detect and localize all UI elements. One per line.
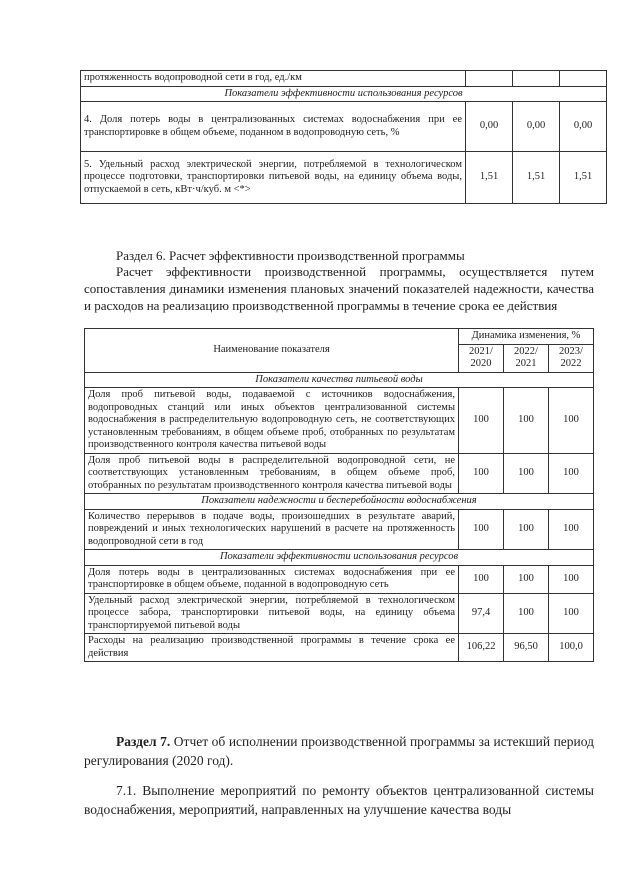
efficiency-calculation-table bbox=[84, 328, 594, 662]
column-header-year: 2021/ 2020 bbox=[459, 344, 504, 372]
table-row-label: Доля проб питьевой воды, подаваемой с источников водоснабжения, водопроводных станций или иных объектов централизованной системы водоснабжения в распределительную водопроводную сеть, не соответствующих установленным требованиям, в общем объеме проб, отобранных по результатам производственного контроля качества питьевой воды bbox=[85, 388, 459, 454]
table-cell: 97,4 bbox=[459, 593, 504, 634]
table-cell: 100 bbox=[459, 453, 504, 494]
table-row-label: Расходы на реализацию производственной программы в течение срока ее действия bbox=[85, 634, 459, 662]
section-7-1-paragraph: 7.1. Выполнение мероприятий по ремонту объектов централизованной системы водоснабжения, мероприятий, направленных на улучшение качества воды bbox=[84, 783, 594, 817]
column-header-year: 2023/ 2022 bbox=[549, 344, 594, 372]
column-header-dynamics: Динамика изменения, % bbox=[459, 329, 594, 345]
table-cell: 1,51 bbox=[560, 152, 607, 204]
table-cell: 100 bbox=[504, 388, 549, 454]
table-cell: 100 bbox=[504, 509, 549, 550]
table-cell: 1,51 bbox=[466, 152, 513, 204]
table-cell: 100 bbox=[549, 593, 594, 634]
table-cell: 0,00 bbox=[560, 102, 607, 152]
table-cell: 0,00 bbox=[466, 102, 513, 152]
column-header-year: 2022/ 2021 bbox=[504, 344, 549, 372]
table-cell: 100 bbox=[504, 565, 549, 593]
table-row-label: Удельный расход электрической энергии, потребляемой в технологическом процессе забора, транспортировки питьевой воды, на единицу объема транспортируемой питьевой воды bbox=[85, 593, 459, 634]
table-cell: 100 bbox=[459, 565, 504, 593]
table-row-label: Количество перерывов в подаче воды, произошедших в результате аварий, повреждений и иных технологических нарушений в расчете на протяженность водопроводной сети в год bbox=[85, 509, 459, 550]
section-header: Показатели эффективности использования ресурсов bbox=[81, 86, 607, 102]
efficiency-table-continued bbox=[80, 70, 607, 204]
table-cell: 100 bbox=[549, 388, 594, 454]
table-cell: 100 bbox=[549, 565, 594, 593]
table-row-label: Доля потерь воды в централизованных системах водоснабжения при ее транспортировке в общем объеме, поданной в водопроводную сеть bbox=[85, 565, 459, 593]
table-row-label: 4. Доля потерь воды в централизованных системах водоснабжения при ее транспортировке в общем объеме, поданном в водопроводную сеть, % bbox=[81, 102, 466, 152]
table-cell: 100 bbox=[504, 453, 549, 494]
table-cell: 100 bbox=[549, 453, 594, 494]
table-cell: 0,00 bbox=[513, 102, 560, 152]
section-7-heading: Раздел 7. Отчет об исполнении производственной программы за истекший период регулирования (2020 год). bbox=[84, 734, 595, 768]
section-6-heading: Раздел 6. Расчет эффективности производственной программы bbox=[116, 248, 465, 263]
table-cell: 100 bbox=[459, 509, 504, 550]
table-cell: 100 bbox=[549, 509, 594, 550]
section-header: Показатели надежности и бесперебойности водоснабжения bbox=[85, 494, 594, 510]
table-row-label: 5. Удельный расход электрической энергии, потребляемой в технологическом процессе подготовки, транспортировки питьевой воды, на единицу объема воды, отпускаемой в сеть, кВт·ч/куб. м <*> bbox=[81, 152, 466, 204]
table-cell: 100,0 bbox=[549, 634, 594, 662]
section-header: Показатели эффективности использования ресурсов bbox=[85, 550, 594, 566]
table-cell: 1,51 bbox=[513, 152, 560, 204]
column-header-name: Наименование показателя bbox=[85, 329, 459, 373]
section-6-paragraph: Расчет эффективности производственной программы, осуществляется путем сопоставления динамики изменения плановых значений показателей надежности, качества и расходов на реализацию производственной программы в течение срока ее действия bbox=[84, 264, 594, 313]
table-row-label: Доля проб питьевой воды в распределительной водопроводной сети, не соответствующих установленным требованиям, в общем объеме проб, отобранных по результатам производственного контроля качества питьевой воды bbox=[85, 453, 459, 494]
table-cell: 106,22 bbox=[459, 634, 504, 662]
table-cell: 96,50 bbox=[504, 634, 549, 662]
table-cell: 100 bbox=[459, 388, 504, 454]
section-header: Показатели качества питьевой воды bbox=[85, 372, 594, 388]
table-row-label: протяженность водопроводной сети в год, ед./км bbox=[81, 71, 466, 87]
table-cell: 100 bbox=[504, 593, 549, 634]
